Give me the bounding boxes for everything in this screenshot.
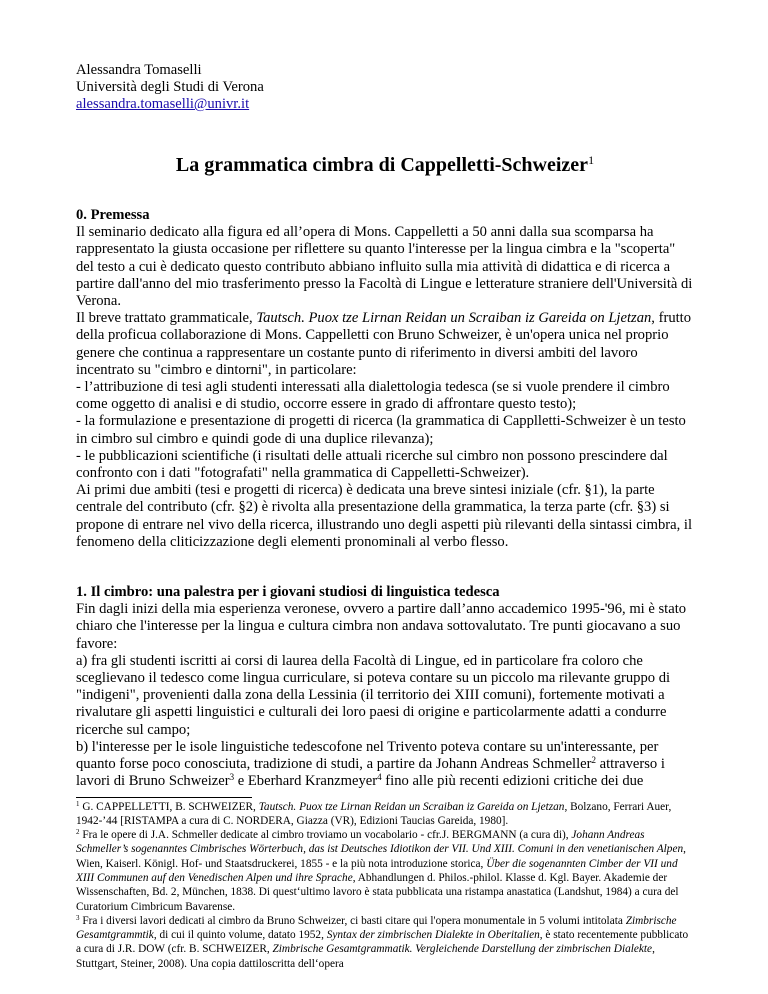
section-0-paragraph-3: Ai primi due ambiti (tesi e progetti di ricerca) è dedicata una breve sintesi iniziale (cfr. §1), la parte centrale del contributo (cfr. §2) è rivolta alla presentazione della grammatica, la terza parte (cfr. §3) si propone di entrare nel vivo della ricerca, illustrando uno degli aspetti più rilevanti della sintassi cimbra, il fenomeno della cliticizzazione degli elementi pronominali al verbo flesso. — [76, 482, 692, 550]
item-b-text-1: b) l'interesse per le isole linguistiche tedescofone nel Trivento poteva contare su un'interessante, per quanto forse poco conosciuta, tradizione di studi, a partire da Johann Andreas Schmeller — [76, 738, 659, 773]
author-affiliation: Università degli Studi di Verona — [76, 79, 264, 95]
fn1-text-b: , Bolzano, Ferrari Auer, 1942-’44 [RISTAMPA a cura di C. NORDERA, Giazza (VR), Edizioni Taucias Gareida, 1980]. — [76, 800, 672, 827]
fn1-italic: Tautsch. Puox tze Lirnan Reidan un Scraiban iz Gareida on Ljetzan — [258, 800, 565, 813]
section-1-paragraph-1: Fin dagli inizi della mia esperienza veronese, ovvero a partire dall’anno accademico 1995-'96, mi è stato chiaro che l'interesse per la lingua e cultura cimbra non andava sottovalutato. Tre punti giocavano a suo favore: — [76, 601, 687, 652]
fn1-text-a: G. CAPPELLETTI, B. SCHWEIZER, — [79, 800, 259, 813]
fn3-text-d: , Stuttgart, Steiner, 2008). Una copia dattiloscritta dell‘opera — [76, 943, 655, 970]
list-item: - le pubblicazioni scientifiche (i risultati delle attuali ricerche sul cimbro non possono prescindere dal confronto con i dati "fotografati" nella grammatica di Cappelletti-Schweizer). — [76, 447, 668, 482]
list-item: - la formulazione e presentazione di progetti di ricerca (la grammatica di Capplletti-Schweizer è un testo in cimbro sul cimbro e quindi gode di una duplice rilevanza); — [76, 413, 686, 447]
fn3-italic-2: Syntax der zimbrischen Dialekte in Oberitalien — [326, 929, 540, 942]
p2-after: , frutto della proficua collaborazione di Mons. Cappelletti con Bruno Schweizer, è un'opera unica nel proprio genere che continua a rappresentare un costante punto di riferimento in diversi ambiti del lavoro incentrato su "cimbro e dintorni", in particolare: — [76, 310, 692, 378]
footnote-separator — [76, 797, 252, 798]
fn3-text-a: Fra i diversi lavori dedicati al cimbro da Bruno Schweizer, ci basti citare qui l'opera monumentale in 5 volumi intitolata — [79, 914, 626, 927]
footnote-3-mark: 3 — [76, 913, 80, 922]
author-block — [76, 62, 694, 113]
footnote-mark-2[interactable]: 2 — [591, 755, 596, 766]
paper-title-text: La grammatica cimbra di Cappelletti-Schweizer — [175, 154, 589, 176]
author-name: Alessandra Tomaselli — [76, 62, 202, 78]
book-title-italic: Tautsch. Puox tze Lirnan Reidan un Scraiban iz Gareida on Ljetzan — [256, 310, 652, 327]
item-b-text-4: fino alle più recenti edizioni critiche dei due — [381, 773, 644, 790]
footnote-mark-4[interactable]: 4 — [377, 772, 382, 783]
footnote-2-mark: 2 — [76, 828, 80, 837]
footnote-1-mark: 1 — [76, 799, 80, 808]
fn2-text-c: , Abhandlungen d. Philos.-philol. Klasse d. Kgl. Bayer. Akademie der Wissenschaften, Bd. 2, München, 1838. Di quest‘ultimo lavoro è stata pubblicata una ristampa anastatica (Landshut, 1984) a cura del Curatorium Cimbricum Bavarense. — [76, 871, 679, 913]
footnote-3 — [76, 914, 694, 971]
fn2-text-b: , Wien, Kaiserl. Königl. Hof- und Staatsdruckerei, 1855 - e la più nota introduzione storica, — [76, 843, 686, 870]
fn2-italic-1: Johann Andreas Schmeller’s sogenanntes Cimbrisches Wörterbuch, das ist Deutsches Idiotikon der VII. Und XIII. Comuni in den venetianischen Alpen — [76, 829, 684, 856]
list-item: - l’attribuzione di tesi agli studenti interessati alla dialettologia tedesca (se si vuole prendere il cimbro come oggetto di analisi e di studio, occorre essere in grado di affrontare questo testo); — [76, 379, 670, 413]
fn2-text-a: Fra le opere di J.A. Schmeller dedicate al cimbro troviamo un vocabolario - cfr.J. BERGMANN (a cura di), — [79, 829, 572, 842]
paper-title — [76, 153, 694, 177]
title-footnote-mark[interactable]: 1 — [588, 153, 595, 167]
fn3-italic-1: Zimbrische Gesamtgrammtik — [76, 914, 677, 942]
author-email-link[interactable]: alessandra.tomaselli@univr.it — [76, 96, 250, 112]
section-1-item-a: a) fra gli studenti iscritti ai corsi di laurea della Facoltà di Lingue, ed in particolare fra coloro che sceglievano il tedesco come lingua curriculare, si poteva contare su un piccolo ma rilevante gruppo di "indigeni", provenienti dalla zona della Lessinia (il territorio dei XIII comuni), fortemente motivati a rivalutare gli aspetti linguistici e culturali dei loro paesi di origine e particolarmente adatti a condurre ricerche sul campo; — [76, 652, 671, 738]
p2-before: Il breve trattato grammaticale, — [76, 310, 257, 327]
item-b-text-3: e Eberhard Kranzmeyer — [234, 773, 378, 790]
fn3-italic-3: Zimbrische Gesamtgrammatik. Vergleichende Darstellung der zimbrischen Dialekte — [272, 943, 653, 956]
footnote-1 — [76, 800, 694, 829]
section-0-heading: 0. Premessa — [76, 207, 150, 223]
section-0-paragraph-2 — [76, 310, 694, 379]
fn3-text-c: , è stato recentemente pubblicato a cura di J.R. DOW (cfr. B. SCHWEIZER, — [76, 929, 689, 956]
footnote-mark-3[interactable]: 3 — [229, 772, 235, 783]
section-0-paragraph-1: Il seminario dedicato alla figura ed all’opera di Mons. Cappelletti a 50 anni dalla sua scomparsa ha rappresentato la giusta occasione per riflettere su quanto l'interesse per la lingua cimbra e la "scoperta" del testo a cui è dedicato questo contributo abbiano influito sulla mia attività di didattica e di ricerca a partire dall'anno del mio trasferimento presso la Facoltà di Lingue e letterature straniere dell'Università di Verona. — [76, 224, 693, 310]
fn3-text-b: , di cui il quinto volume, datato 1952, — [153, 929, 327, 942]
fn2-italic-2: Über die sogenannten Cimber der VII und XIII Communen auf den Venedischen Alpen und ihre Sprache — [76, 857, 678, 884]
footnote-2 — [76, 828, 694, 914]
section-1-item-b — [76, 739, 694, 791]
document-page — [76, 62, 694, 971]
section-1-heading: 1. Il cimbro: una palestra per i giovani studiosi di linguistica tedesca — [76, 584, 500, 601]
item-b-text-2: attraverso i lavori di Bruno Schweizer — [76, 756, 665, 790]
